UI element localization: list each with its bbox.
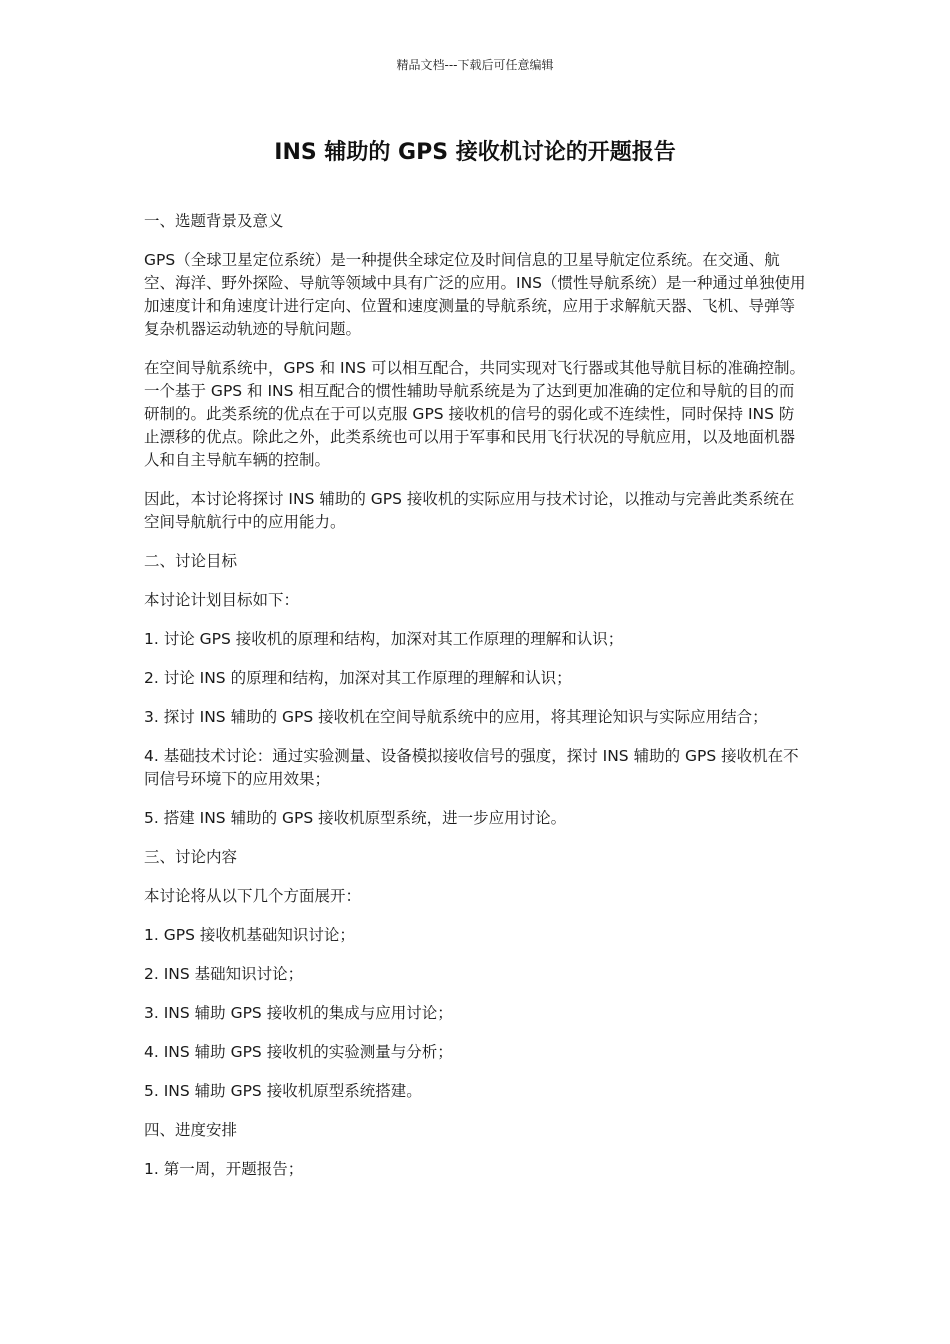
document-body [144,210,808,1197]
list-item: 1. 讨论 GPS 接收机的原理和结构，加深对其工作原理的理解和认识； [144,630,624,648]
content-intro: 本讨论将从以下几个方面展开： [144,887,362,905]
list-item: 2. 讨论 INS 的原理和结构，加深对其工作原理的理解和认识； [144,669,572,687]
section-heading-schedule: 四、进度安排 [144,1121,238,1139]
section-heading-background: 一、选题背景及意义 [144,212,284,230]
list-item: 4. INS 辅助 GPS 接收机的实验测量与分析； [144,1043,453,1061]
section-heading-content: 三、讨论内容 [144,848,238,866]
section-heading-goals: 二、讨论目标 [144,552,238,570]
list-item: 2. INS 基础知识讨论； [144,965,304,983]
list-item: 5. INS 辅助 GPS 接收机原型系统搭建。 [144,1082,422,1100]
paragraph-conclusion: 因此，本讨论将探讨 INS 辅助的 GPS 接收机的实际应用与技术讨论，以推动与完善此类系统在空间导航航行中的应用能力。 [144,490,795,531]
document-title: INS 辅助的 GPS 接收机讨论的开题报告 [274,140,676,165]
goals-intro: 本讨论计划目标如下： [144,591,300,609]
list-item: 3. 探讨 INS 辅助的 GPS 接收机在空间导航系统中的应用，将其理论知识与实际应用结合； [144,708,768,726]
paragraph-integration: 在空间导航系统中，GPS 和 INS 可以相互配合，共同实现对飞行器或其他导航目标的准确控制。一个基于 GPS 和 INS 相互配合的惯性辅助导航系统是为了达到更加准确的定位和导航的目的而研制的。此类系统的优点在于可以克服 GPS 接收机的信号的弱化或不连续性，同时保持 INS 防止漂移的优点。除此之外，此类系统也可以用于军事和民用飞行状况的导航应用，以及地面机器人和自主导航车辆的控制。 [144,359,805,469]
paragraph-gps-ins-intro: GPS（全球卫星定位系统）是一种提供全球定位及时间信息的卫星导航定位系统。在交通、航空、海洋、野外探险、导航等领域中具有广泛的应用。INS（惯性导航系统）是一种通过单独使用加速度计和角速度计进行定向、位置和速度测量的导航系统，应用于求解航天器、飞机、导弹等复杂机器运动轨迹的导航问题。 [144,251,806,338]
list-item: 3. INS 辅助 GPS 接收机的集成与应用讨论； [144,1004,453,1022]
list-item: 1. 第一周，开题报告； [144,1160,304,1178]
page-header: 精品文档---下载后可任意编辑 [396,58,554,72]
list-item: 4. 基础技术讨论：通过实验测量、设备模拟接收信号的强度，探讨 INS 辅助的 GPS 接收机在不同信号环境下的应用效果； [144,747,799,788]
list-item: 1. GPS 接收机基础知识讨论； [144,926,355,944]
list-item: 5. 搭建 INS 辅助的 GPS 接收机原型系统，进一步应用讨论。 [144,809,567,827]
